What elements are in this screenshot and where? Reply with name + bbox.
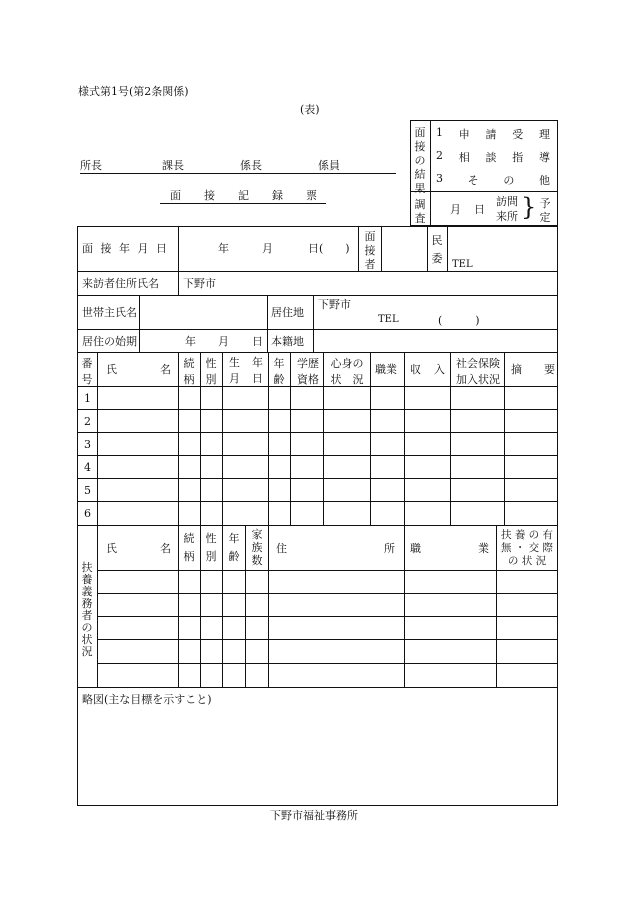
member-row-3: 3 <box>84 438 91 451</box>
interview-month[interactable]: 月 <box>262 242 273 255</box>
members-header-birth-2: 年 <box>252 356 263 369</box>
interview-year[interactable]: 年 <box>218 242 229 255</box>
support-header-family: 家族数 <box>251 528 263 567</box>
survey-plan: 予定 <box>539 197 551 224</box>
office-name: 下野市福祉事務所 <box>270 809 358 822</box>
approver-section-chief: 課長 <box>162 159 184 172</box>
members-header-remarks: 摘 要 <box>511 363 555 376</box>
member-row-5: 5 <box>84 484 91 497</box>
members-header-job: 職業 <box>375 363 397 376</box>
members-header-sex: 性別 <box>205 357 217 386</box>
support-header-name-2: 名 <box>160 542 171 555</box>
residence-start-year[interactable]: 年 <box>185 335 196 348</box>
residence-start-month[interactable]: 月 <box>218 335 229 348</box>
members-header-name-2: 名 <box>160 363 171 376</box>
support-header-status: 扶 養 の 有 無 ・ 交 際 の 状 況 <box>500 529 553 567</box>
visitor-address[interactable]: 下野市 <box>183 277 216 290</box>
members-header-age: 年齢 <box>273 357 285 386</box>
document-title-underline <box>160 203 326 204</box>
survey-brace: } <box>521 193 537 221</box>
approver-staff: 係員 <box>318 159 340 172</box>
members-header-relation: 続柄 <box>183 357 195 386</box>
support-header-job-2: 業 <box>478 542 489 555</box>
members-header-birth-4: 日 <box>252 372 263 385</box>
residence-start-day[interactable]: 日 <box>252 335 263 348</box>
support-section-label: 扶養義務者の状況 <box>81 561 93 658</box>
members-header-no: 番号 <box>81 357 93 386</box>
approver-subsection-chief: 係長 <box>240 159 262 172</box>
result-option-2[interactable]: 2 相 談 指 導 <box>436 149 550 164</box>
document-title: 面 接 記 録 票 <box>170 189 323 202</box>
survey-label: 調査 <box>414 198 426 225</box>
residence-city[interactable]: 下野市 <box>318 298 351 311</box>
member-row-4: 4 <box>84 461 91 474</box>
interview-date-label: 面 接 年 月 日 <box>82 242 169 255</box>
member-row-6: 6 <box>84 507 91 520</box>
sketch-label: 略図(主な目標を示すこと) <box>82 693 212 706</box>
honseki-label: 本籍地 <box>271 335 304 348</box>
members-header-name-1: 氏 <box>106 363 117 376</box>
support-header-relation: 続柄 <box>183 532 195 563</box>
residence-start-label: 居住の始期 <box>82 335 137 348</box>
survey-month: 月 <box>450 203 461 216</box>
support-header-address-2: 所 <box>384 542 395 555</box>
interview-day[interactable]: 日( ) <box>308 242 350 255</box>
members-header-health: 心身の 状 況 <box>330 357 364 386</box>
members-header-social-insurance: 社会保険 加入状況 <box>456 357 500 386</box>
residence-tel[interactable]: TEL <box>378 314 399 325</box>
household-head-label: 世帯主氏名 <box>82 306 137 319</box>
visitor-label: 来訪者住所氏名 <box>82 277 159 290</box>
side-indicator: (表) <box>300 103 320 116</box>
sketch-area[interactable] <box>78 710 557 805</box>
support-header-sex: 性別 <box>205 532 217 563</box>
members-header-income-2: 入 <box>434 363 445 376</box>
approver-signature-line <box>80 173 396 174</box>
support-header-age: 年齢 <box>228 532 240 563</box>
support-header-job-1: 職 <box>410 542 421 555</box>
minsei-tel[interactable]: TEL <box>452 259 473 270</box>
interview-result-label: 面接の結果 <box>414 126 426 195</box>
members-header-income-1: 収 <box>410 363 421 376</box>
support-header-name-1: 氏 <box>106 542 117 555</box>
support-header-address-1: 住 <box>276 542 287 555</box>
members-header-education: 学歴 資格 <box>297 357 319 386</box>
residence-tel-paren[interactable]: ( ) <box>438 314 480 327</box>
result-option-3[interactable]: 3 そ の 他 <box>436 172 550 187</box>
minsei-label: 民委 <box>431 234 443 265</box>
form-number: 様式第1号(第2条関係) <box>78 85 189 98</box>
interviewer-label: 面接者 <box>364 230 376 271</box>
approver-director: 所長 <box>80 159 102 172</box>
residence-label: 居住地 <box>271 306 304 319</box>
member-row-2: 2 <box>84 415 91 428</box>
members-header-birth-1: 生 <box>229 356 240 369</box>
member-row-1: 1 <box>84 392 91 405</box>
members-header-birth-3: 月 <box>229 372 240 385</box>
result-option-1[interactable]: 1 申 請 受 理 <box>436 126 550 141</box>
survey-come: 来所 <box>496 210 518 223</box>
survey-day: 日 <box>474 203 485 216</box>
survey-visit: 訪問 <box>496 195 518 208</box>
